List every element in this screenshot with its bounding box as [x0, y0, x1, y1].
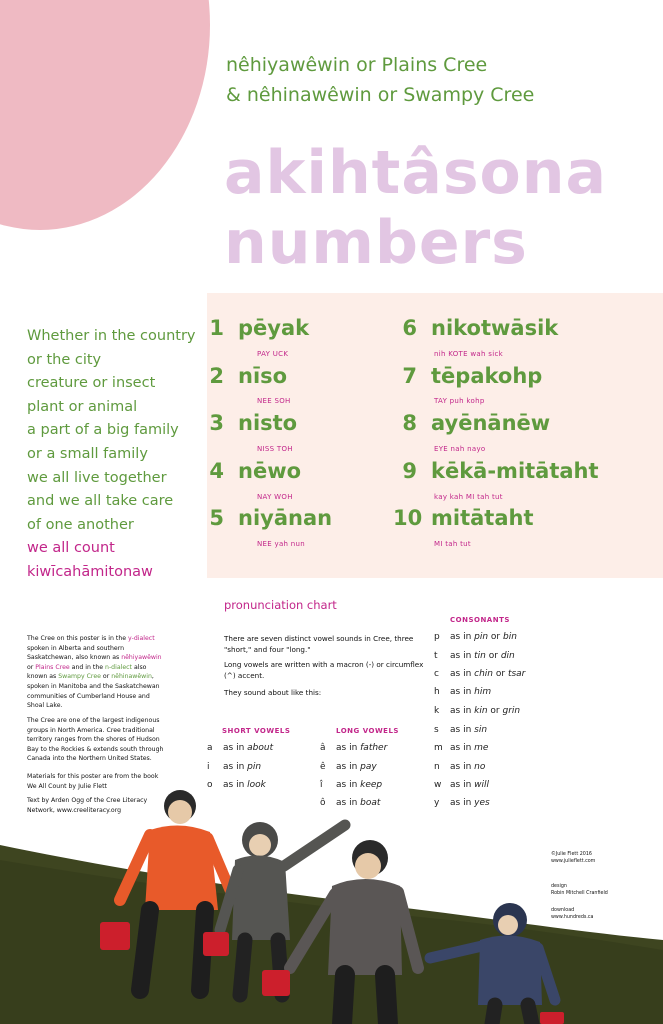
info-text: , spoken in Manitoba and the Saskatchewan communities of Cumberland House and Shoal Lake. [27, 673, 160, 710]
number-item-4 [200, 459, 301, 483]
sound-letter: ô [320, 798, 326, 808]
number-word: kēkā-mitātaht [431, 459, 599, 483]
short-vowel-row [207, 743, 273, 753]
number-item-5 [200, 506, 332, 530]
info-text: spoken in Alberta and southern Saskatchewan, also known as [27, 644, 125, 662]
number-item-6 [393, 316, 558, 340]
sound-example-2: grin [502, 706, 521, 716]
sound-or: or [485, 651, 501, 661]
number-pronunciation: NEE SOH [257, 397, 291, 405]
poem [27, 325, 196, 585]
consonant-row [434, 687, 491, 697]
info-text: The Cree on this poster is in the [27, 635, 129, 642]
sound-letter: m [434, 743, 443, 753]
short-vowel-row [207, 780, 266, 790]
number-pronunciation: kay kah MI tah tut [434, 493, 503, 501]
number-digit: 8 [402, 411, 417, 435]
sound-or: or [487, 706, 503, 716]
sound-prefix: as in [450, 706, 475, 716]
sound-letter: o [207, 780, 213, 790]
sound-example-2: tsar [507, 669, 526, 679]
sound-letter: a [207, 743, 213, 753]
sound-example: father [360, 743, 388, 753]
language-subtitle [226, 50, 534, 110]
poem-line: we all live together [27, 469, 167, 486]
design-label: design [551, 884, 567, 889]
poem-line: or the city [27, 351, 102, 368]
sound-example: no [474, 762, 486, 772]
info-text: and in the [69, 663, 106, 671]
poster-title [224, 138, 607, 278]
number-item-9 [393, 459, 599, 483]
poem-line: or a small family [27, 445, 148, 462]
sound-prefix: as in [450, 780, 475, 790]
consonants-heading: CONSONANTS [450, 616, 510, 624]
sound-letter: h [434, 687, 440, 697]
number-pronunciation: nih KOTE wah sick [434, 350, 503, 358]
sound-example: look [247, 780, 266, 790]
sound-letter: ê [320, 762, 326, 772]
number-digit: 9 [402, 459, 417, 483]
sound-example: sin [474, 725, 488, 735]
number-digit: 1 [209, 316, 224, 340]
consonant-row [434, 669, 525, 679]
sound-letter: i [207, 762, 210, 772]
title-cree: akihtâsona [224, 138, 607, 208]
sound-prefix: as in [223, 762, 248, 772]
sound-prefix: as in [450, 651, 475, 661]
info-term-nehinawewin: nêhinawêwin [111, 673, 152, 681]
sound-letter: c [434, 669, 439, 679]
sound-prefix: as in [450, 687, 475, 697]
number-digit: 7 [402, 364, 417, 388]
children-field-illustration [0, 790, 663, 1024]
artist-website: www.julieflett.com [551, 859, 596, 864]
decorative-pink-circle [0, 0, 210, 230]
pronunciation-chart-title: pronunciation chart [224, 598, 337, 612]
sound-prefix: as in [450, 632, 475, 642]
sound-letter: s [434, 725, 439, 735]
info-text: also known as [27, 663, 147, 681]
sound-prefix: as in [336, 798, 361, 808]
sound-example: keep [360, 780, 383, 790]
info-term-nehiyawewin: nêhiyawêwin [121, 654, 162, 662]
sound-letter: w [434, 780, 442, 790]
sound-prefix: as in [450, 669, 475, 679]
sound-example: will [474, 780, 490, 790]
designer-name: Robin Mitchell Cranfield [551, 891, 608, 896]
pronunciation-desc-3: They sound about like this: [224, 688, 322, 697]
sound-letter: î [320, 780, 323, 790]
sound-letter: p [434, 632, 440, 642]
info-term-n-dialect: n-dialect [105, 663, 132, 671]
subtitle-line-1: nêhiyawêwin or Plains Cree [226, 54, 488, 76]
number-word: nēwo [238, 459, 302, 483]
number-word: pēyak [238, 316, 310, 340]
sound-prefix: as in [450, 743, 475, 753]
sound-prefix: as in [336, 780, 361, 790]
sound-prefix: as in [223, 780, 248, 790]
sound-example-2: bin [503, 632, 517, 642]
number-item-10 [393, 506, 534, 530]
subtitle-line-2: & nêhinawêwin or Swampy Cree [226, 84, 535, 106]
sound-letter: â [320, 743, 326, 753]
number-item-2 [200, 364, 287, 388]
poem-line: a part of a big family [27, 422, 179, 439]
number-pronunciation: TAY puh kohp [434, 397, 485, 405]
sound-example: pay [360, 762, 377, 772]
sound-prefix: as in [336, 762, 361, 772]
sound-prefix: as in [450, 762, 475, 772]
info-text: or [27, 663, 36, 671]
pronunciation-desc-1: There are seven distinct vowel sounds in Cree, three "short," and four "long." [224, 634, 414, 654]
consonant-row [434, 651, 515, 661]
cree-territory-paragraph: The Cree are one of the largest indigenous groups in North America. Cree traditional territory ranges from the shores of Hudson Bay to the Rockies & extends south through Canada into the Northern United States. [27, 717, 164, 763]
consonant-row [434, 725, 487, 735]
poem-line: creature or insect [27, 375, 156, 392]
number-pronunciation: NAY WOH [257, 493, 293, 501]
consonant-row [434, 743, 488, 753]
number-word: nīso [238, 364, 288, 388]
consonant-row [434, 780, 489, 790]
dialect-info-paragraph [27, 634, 167, 711]
download-label: download [551, 908, 575, 913]
sound-example: pin [474, 632, 489, 642]
number-word: ayēnānēw [431, 411, 551, 435]
sound-prefix: as in [336, 743, 361, 753]
short-vowel-row [207, 762, 261, 772]
number-digit: 2 [209, 364, 224, 388]
sound-or: or [488, 632, 503, 642]
sound-prefix: as in [223, 743, 248, 753]
sound-prefix: as in [450, 798, 475, 808]
number-word: mitātaht [431, 506, 534, 530]
sound-example: boat [360, 798, 381, 808]
number-pronunciation: NISS TOH [257, 445, 293, 453]
long-vowels-heading: LONG VOWELS [336, 727, 399, 735]
number-digit: 10 [393, 506, 423, 530]
long-vowel-row [320, 743, 387, 753]
number-word: nikotwāsik [431, 316, 559, 340]
number-item-3 [200, 411, 297, 435]
poem-line: Whether in the country [27, 328, 196, 344]
poem-highlight-cree: kiwīcahāmitonaw [27, 563, 153, 580]
sound-example: me [474, 743, 489, 753]
sound-example: tin [474, 651, 486, 661]
number-digit: 3 [209, 411, 224, 435]
number-pronunciation: EYE nah nayo [434, 445, 486, 453]
sound-example: him [474, 687, 492, 697]
number-digit: 6 [402, 316, 417, 340]
title-english: numbers [224, 208, 528, 278]
info-term-y-dialect: y-dialect [128, 635, 155, 642]
sound-example: about [247, 743, 274, 753]
poem-line: of one another [27, 516, 134, 533]
number-pronunciation: PAY UCK [257, 350, 289, 358]
sound-letter: t [434, 651, 438, 661]
info-text: or [100, 673, 112, 681]
number-pronunciation: NEE yah nun [257, 540, 306, 548]
number-item-1 [200, 316, 309, 340]
materials-paragraph: Materials for this poster are from the book We All Count by Julie Flett [27, 773, 159, 790]
download-link[interactable]: www.hundreds.ca [551, 915, 594, 920]
number-digit: 4 [209, 459, 224, 483]
number-item-7 [393, 364, 542, 388]
text-credit-paragraph: Text by Arden Ogg of the Cree Literacy Network, www.creeliteracy.org [27, 797, 148, 814]
short-vowels-heading: SHORT VOWELS [222, 727, 291, 735]
number-digit: 5 [209, 506, 224, 530]
copyright: ©Julie Flett 2016 [551, 852, 592, 857]
sound-prefix: as in [450, 725, 475, 735]
info-term-plains-cree: Plains Cree [35, 663, 70, 671]
number-word: nisto [238, 411, 298, 435]
long-vowel-row [320, 762, 377, 772]
sound-letter: n [434, 762, 440, 772]
long-vowel-row [320, 780, 382, 790]
consonant-row [434, 762, 485, 772]
number-pronunciation: MI tah tut [434, 540, 471, 548]
sound-or: or [493, 669, 508, 679]
info-term-swampy-cree: Swampy Cree [58, 673, 101, 681]
number-word: tēpakohp [431, 364, 543, 388]
sound-letter: y [434, 798, 440, 808]
sound-example: pin [247, 762, 262, 772]
sound-example: yes [474, 798, 490, 808]
consonant-row [434, 706, 520, 716]
poem-line: and we all take care [27, 493, 174, 510]
number-item-8 [393, 411, 550, 435]
poem-highlight-english: we all count [27, 540, 115, 557]
consonant-row [434, 632, 517, 642]
number-word: niyānan [238, 506, 333, 530]
sound-example: chin [474, 669, 493, 679]
sound-letter: k [434, 706, 440, 716]
sound-example: kin [474, 706, 488, 716]
poem-line: plant or animal [27, 398, 138, 415]
sound-example-2: din [500, 651, 515, 661]
pronunciation-desc-2: Long vowels are written with a macron (-) or circumflex (^) accent. [224, 660, 424, 680]
